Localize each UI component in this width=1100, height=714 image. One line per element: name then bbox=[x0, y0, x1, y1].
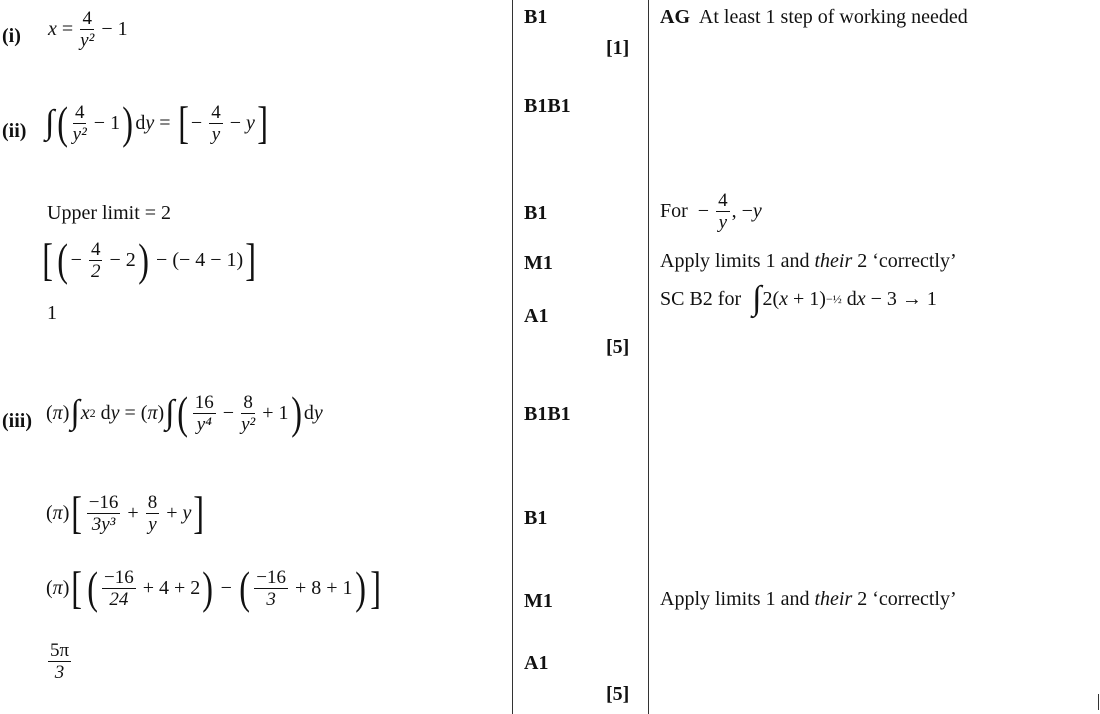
note-ii-special-case bbox=[660, 280, 937, 318]
mark-ii-1: B1B1 bbox=[524, 95, 571, 117]
math-text: 2 ‘correctly’ bbox=[852, 250, 957, 272]
fraction bbox=[73, 102, 87, 145]
math-text: − (− 4 − 1) bbox=[151, 248, 244, 271]
math-italic: π bbox=[52, 401, 63, 424]
mark-ii-2: B1 bbox=[524, 202, 548, 224]
numerator: 4 bbox=[211, 101, 221, 123]
denominator: y⁴ bbox=[196, 413, 212, 435]
working-ii-limits bbox=[40, 234, 259, 285]
numerator: 4 bbox=[90, 238, 101, 260]
math-italic: y bbox=[313, 401, 323, 424]
math-text: For − bbox=[660, 200, 715, 222]
mark-iii-4: A1 bbox=[524, 652, 549, 674]
math-text: − bbox=[190, 111, 208, 134]
mark-i: B1 bbox=[524, 6, 548, 28]
fraction bbox=[193, 392, 216, 435]
math-italic: their bbox=[814, 588, 853, 610]
math-text: ) bbox=[62, 576, 70, 599]
numerator: 8 bbox=[243, 391, 253, 413]
bracket: ) bbox=[202, 562, 214, 613]
numerator: 8 bbox=[147, 491, 158, 513]
bracket: ) bbox=[354, 562, 366, 613]
math-text: At least 1 step of working needed bbox=[690, 6, 968, 28]
math-italic: y bbox=[110, 401, 120, 424]
math-text: , − bbox=[731, 200, 753, 222]
math-text: − 1 bbox=[88, 111, 121, 134]
bracket: ] bbox=[245, 234, 257, 285]
math-text: d bbox=[95, 401, 111, 424]
numerator: 4 bbox=[718, 190, 728, 211]
numerator: −16 bbox=[256, 566, 286, 588]
bracket: ( bbox=[239, 562, 250, 613]
math-italic: their bbox=[814, 250, 853, 272]
math-text: ( bbox=[46, 501, 53, 524]
denominator: 24 bbox=[109, 588, 129, 610]
working-ii-integral bbox=[44, 97, 270, 148]
total-iii: [5] bbox=[606, 683, 630, 705]
math-text: ( bbox=[46, 401, 53, 424]
math-text: 2 ‘correctly’ bbox=[852, 588, 957, 610]
bracket: ( bbox=[57, 97, 69, 148]
math-text: Apply limits 1 and bbox=[660, 250, 815, 272]
bracket: ] bbox=[257, 97, 268, 148]
math-text: + 4 + 2 bbox=[137, 576, 201, 599]
cursor-mark bbox=[1098, 694, 1099, 710]
math-text: − 1 bbox=[96, 18, 128, 40]
integral-sign: ∫ bbox=[165, 394, 175, 431]
math-text: − 3 → 1 bbox=[865, 287, 937, 310]
math-text: + 1) bbox=[788, 287, 826, 310]
working-upper-limit: Upper limit = 2 bbox=[47, 202, 172, 224]
math-text: d bbox=[303, 401, 314, 424]
math-italic: y bbox=[245, 111, 255, 134]
bold-text: AG bbox=[660, 6, 690, 28]
superscript: 2 bbox=[89, 405, 96, 420]
numerator: 4 bbox=[82, 8, 92, 29]
working-iii-integral bbox=[46, 387, 323, 438]
math-text: + bbox=[161, 501, 183, 524]
mark-iii-3: M1 bbox=[524, 590, 553, 612]
math-text: ) bbox=[62, 401, 70, 424]
mark-iii-2: B1 bbox=[524, 507, 548, 529]
bracket: ] bbox=[370, 562, 381, 613]
mark-iii-1: B1B1 bbox=[524, 403, 571, 425]
denominator: y bbox=[148, 513, 157, 535]
mark-ii-4: A1 bbox=[524, 305, 549, 327]
note-ii-apply-limits bbox=[660, 250, 957, 273]
math-text: ) bbox=[62, 501, 70, 524]
fraction bbox=[146, 492, 160, 535]
denominator: y² bbox=[72, 123, 87, 145]
fraction bbox=[254, 567, 288, 610]
math-text: ) bbox=[157, 401, 165, 424]
math-italic: x bbox=[48, 18, 57, 40]
working-iii-antiderivative bbox=[46, 487, 207, 538]
working-ii-answer: 1 bbox=[47, 302, 57, 324]
denominator: y bbox=[718, 212, 728, 233]
bracket: ( bbox=[87, 562, 98, 613]
note-i bbox=[660, 6, 968, 29]
note-iii-apply-limits bbox=[660, 588, 957, 611]
fraction bbox=[48, 640, 71, 683]
bracket: ( bbox=[57, 234, 69, 285]
part-label-i: (i) bbox=[2, 25, 21, 47]
math-italic: π bbox=[52, 576, 63, 599]
numerator: 4 bbox=[74, 101, 85, 123]
bracket: [ bbox=[71, 562, 83, 613]
superscript: −½ bbox=[825, 291, 842, 306]
math-italic: y bbox=[752, 200, 762, 222]
fraction bbox=[716, 190, 730, 233]
math-text: d bbox=[135, 111, 146, 134]
bracket: ) bbox=[122, 97, 134, 148]
math-text: = bbox=[154, 111, 176, 134]
bracket: ( bbox=[177, 387, 189, 438]
bracket: [ bbox=[71, 487, 83, 538]
math-italic: x bbox=[856, 287, 866, 310]
total-ii: [5] bbox=[606, 336, 630, 358]
denominator: y² bbox=[241, 413, 256, 435]
math-text: SC B2 for bbox=[660, 287, 752, 310]
math-text: − 2 bbox=[104, 248, 136, 271]
numerator: 5π bbox=[50, 640, 70, 661]
bracket: [ bbox=[177, 97, 189, 148]
math-italic: x bbox=[779, 287, 789, 310]
mark-ii-3: M1 bbox=[524, 252, 553, 274]
math-text: d bbox=[841, 287, 857, 310]
math-text: 2( bbox=[762, 287, 780, 310]
bracket: [ bbox=[42, 234, 54, 285]
denominator: 3y³ bbox=[91, 513, 116, 535]
fraction bbox=[80, 8, 94, 51]
denominator: 3 bbox=[54, 662, 65, 683]
column-divider-notes bbox=[648, 0, 649, 714]
working-iii-answer bbox=[46, 640, 73, 683]
fraction bbox=[89, 239, 103, 282]
math-text: + 8 + 1 bbox=[289, 576, 353, 599]
math-text: Apply limits 1 and bbox=[660, 588, 815, 610]
math-italic: π bbox=[52, 501, 63, 524]
math-text: − bbox=[215, 576, 237, 599]
numerator: −16 bbox=[104, 566, 134, 588]
math-text: − bbox=[217, 401, 240, 424]
bracket: ) bbox=[290, 387, 302, 438]
working-i bbox=[48, 8, 128, 51]
math-text: − bbox=[224, 111, 246, 134]
column-divider-marks bbox=[512, 0, 513, 714]
numerator: −16 bbox=[88, 491, 119, 513]
part-label-ii: (ii) bbox=[2, 120, 27, 142]
denominator: 3 bbox=[266, 588, 276, 610]
total-i: [1] bbox=[606, 37, 630, 59]
math-text: + 1 bbox=[257, 401, 289, 424]
fraction bbox=[102, 567, 136, 610]
fraction bbox=[87, 492, 121, 535]
numerator: 16 bbox=[194, 391, 214, 413]
denominator: 2 bbox=[90, 260, 101, 282]
part-label-iii: (iii) bbox=[2, 410, 32, 432]
denominator: y bbox=[211, 123, 221, 145]
math-text: + bbox=[122, 501, 144, 524]
note-ii-for bbox=[660, 190, 762, 233]
math-text: = bbox=[56, 18, 79, 40]
fraction bbox=[209, 102, 223, 145]
math-italic: y bbox=[145, 111, 155, 134]
bracket: ] bbox=[193, 487, 205, 538]
integral-sign: ∫ bbox=[45, 104, 55, 141]
bracket: ) bbox=[138, 234, 149, 285]
working-iii-limits bbox=[46, 562, 383, 613]
integral-sign: ∫ bbox=[70, 394, 80, 431]
math-italic: π bbox=[147, 401, 158, 424]
fraction bbox=[241, 392, 255, 435]
math-text: = ( bbox=[119, 401, 148, 424]
math-italic: x bbox=[80, 401, 90, 424]
integral-sign: ∫ bbox=[752, 280, 762, 317]
math-text: − bbox=[70, 248, 87, 271]
denominator: y² bbox=[80, 30, 95, 51]
math-text: ( bbox=[46, 576, 53, 599]
math-italic: y bbox=[182, 501, 192, 524]
